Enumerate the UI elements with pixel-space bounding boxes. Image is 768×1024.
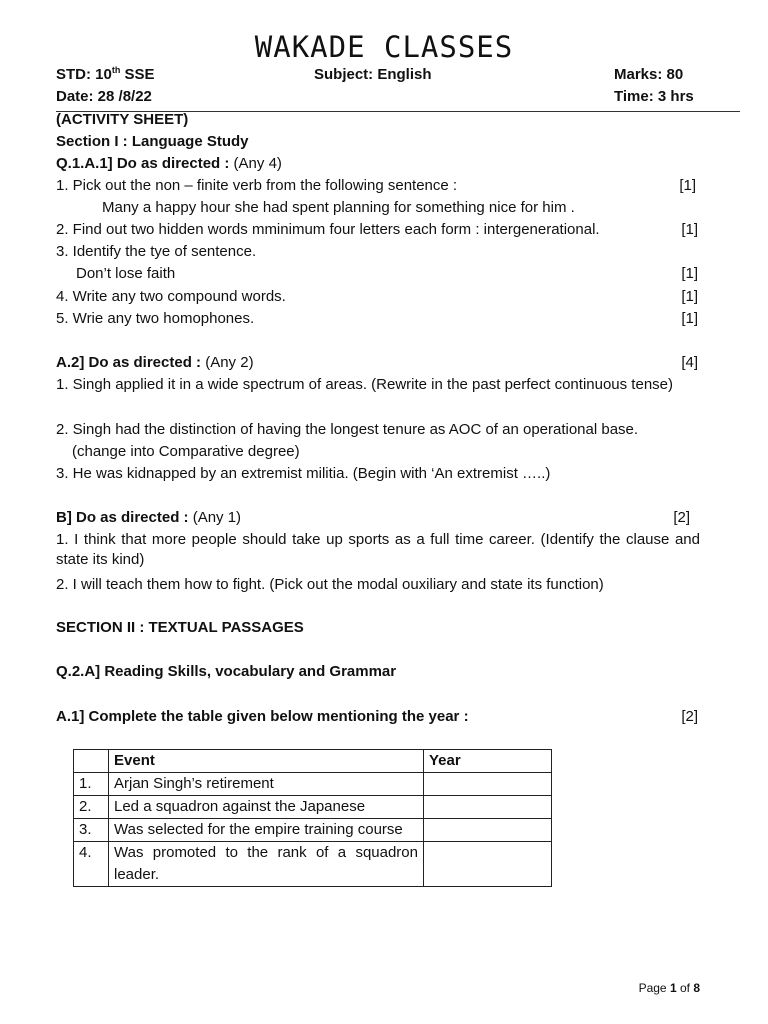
row-event: Was selected for the empire training course bbox=[109, 819, 424, 842]
row-year[interactable] bbox=[424, 796, 552, 819]
row-number: 2. bbox=[74, 796, 109, 819]
qa1-heading bbox=[56, 154, 282, 174]
row-event: Arjan Singh’s retirement bbox=[109, 773, 424, 796]
b-heading bbox=[56, 508, 241, 528]
qa1-item-3-sentence: Don’t lose faith bbox=[76, 265, 176, 282]
qa1-item-5-mark: [1] bbox=[681, 310, 698, 327]
a2-item-2: 2. Singh had the distinction of having the longest tenure as AOC of an operational base. bbox=[56, 421, 639, 438]
table-header-row bbox=[74, 750, 552, 773]
page-total: 8 bbox=[693, 981, 700, 995]
section2-heading: SECTION II : TEXTUAL PASSAGES bbox=[56, 619, 304, 636]
sheet-label: (ACTIVITY SHEET) bbox=[56, 111, 189, 128]
qa1-item-2-mark: [1] bbox=[681, 221, 698, 238]
qa1-item-1: 1. Pick out the non – finite verb from the following sentence : bbox=[56, 177, 458, 194]
a2-note: (Any 2) bbox=[201, 354, 254, 371]
qa1-item-2: 2. Find out two hidden words mminimum four letters each form : intergenerational. bbox=[56, 221, 600, 238]
qa1-item-5: 5. Wrie any two homophones. bbox=[56, 310, 255, 327]
a2-mark: [4] bbox=[681, 354, 698, 371]
std-label bbox=[56, 65, 155, 85]
events-table bbox=[73, 749, 552, 887]
a2-item-2-instruction: (change into Comparative degree) bbox=[72, 443, 300, 460]
document-title: WAKADE CLASSES bbox=[254, 30, 514, 64]
table-header-year: Year bbox=[424, 750, 552, 773]
a1-heading: A.1] Complete the table given below mentioning the year : bbox=[56, 708, 469, 725]
time-label: Time: 3 hrs bbox=[614, 88, 694, 105]
subject-label: Subject: English bbox=[314, 66, 432, 83]
a1-mark: [2] bbox=[681, 708, 698, 725]
qa1-item-3: 3. Identify the tye of sentence. bbox=[56, 243, 257, 260]
a2-item-3: 3. He was kidnapped by an extremist militia. (Begin with ‘An extremist …..) bbox=[56, 465, 551, 482]
q2-heading: Q.2.A] Reading Skills, vocabulary and Grammar bbox=[56, 663, 397, 680]
b-note: (Any 1) bbox=[188, 509, 242, 526]
row-year[interactable] bbox=[424, 842, 552, 887]
qa1-label: Q.1.A.1] Do as directed : bbox=[56, 155, 230, 172]
table-header-num bbox=[74, 750, 109, 773]
marks-label: Marks: 80 bbox=[614, 66, 684, 83]
row-event: Led a squadron against the Japanese bbox=[109, 796, 424, 819]
a2-heading bbox=[56, 353, 254, 373]
qa1-item-4: 4. Write any two compound words. bbox=[56, 288, 286, 305]
qa1-item-4-mark: [1] bbox=[681, 288, 698, 305]
std-sup: th bbox=[111, 65, 121, 75]
qa1-item-3-mark: [1] bbox=[681, 265, 698, 282]
row-number: 4. bbox=[74, 842, 109, 887]
a2-item-1: 1. Singh applied it in a wide spectrum of areas. (Rewrite in the past perfect continuous tense) bbox=[56, 376, 673, 393]
date-label: Date: 28 /8/22 bbox=[56, 88, 152, 105]
row-number: 3. bbox=[74, 819, 109, 842]
page-of: of bbox=[676, 981, 694, 995]
b-label: B] Do as directed : bbox=[56, 509, 189, 526]
section1-heading: Section I : Language Study bbox=[56, 133, 249, 150]
qa1-item-1-mark: [1] bbox=[679, 177, 696, 194]
table-row bbox=[74, 796, 552, 819]
std-suffix: SSE bbox=[120, 66, 155, 83]
row-event: Was promoted to the rank of a squadron leader. bbox=[109, 842, 424, 887]
b-mark: [2] bbox=[673, 509, 690, 526]
page-word: Page bbox=[638, 981, 670, 995]
row-number: 1. bbox=[74, 773, 109, 796]
page-current: 1 bbox=[669, 981, 677, 995]
row-year[interactable] bbox=[424, 773, 552, 796]
qa1-item-1-sentence: Many a happy hour she had spent planning for something nice for him . bbox=[102, 199, 575, 216]
table-row bbox=[74, 773, 552, 796]
page-number bbox=[639, 980, 700, 996]
a2-label: A.2] Do as directed : bbox=[56, 354, 202, 371]
table-header-event: Event bbox=[109, 750, 424, 773]
qa1-note: (Any 4) bbox=[229, 155, 282, 172]
table-row bbox=[74, 819, 552, 842]
table-row bbox=[74, 842, 552, 887]
std-text: STD: 10 bbox=[56, 66, 112, 83]
row-year[interactable] bbox=[424, 819, 552, 842]
b-item-2: 2. I will teach them how to fight. (Pick out the modal ouxiliary and state its function) bbox=[56, 576, 604, 593]
b-item-1: 1. I think that more people should take up sports as a full time career. (Identify the clause and state its kind) bbox=[56, 531, 700, 568]
